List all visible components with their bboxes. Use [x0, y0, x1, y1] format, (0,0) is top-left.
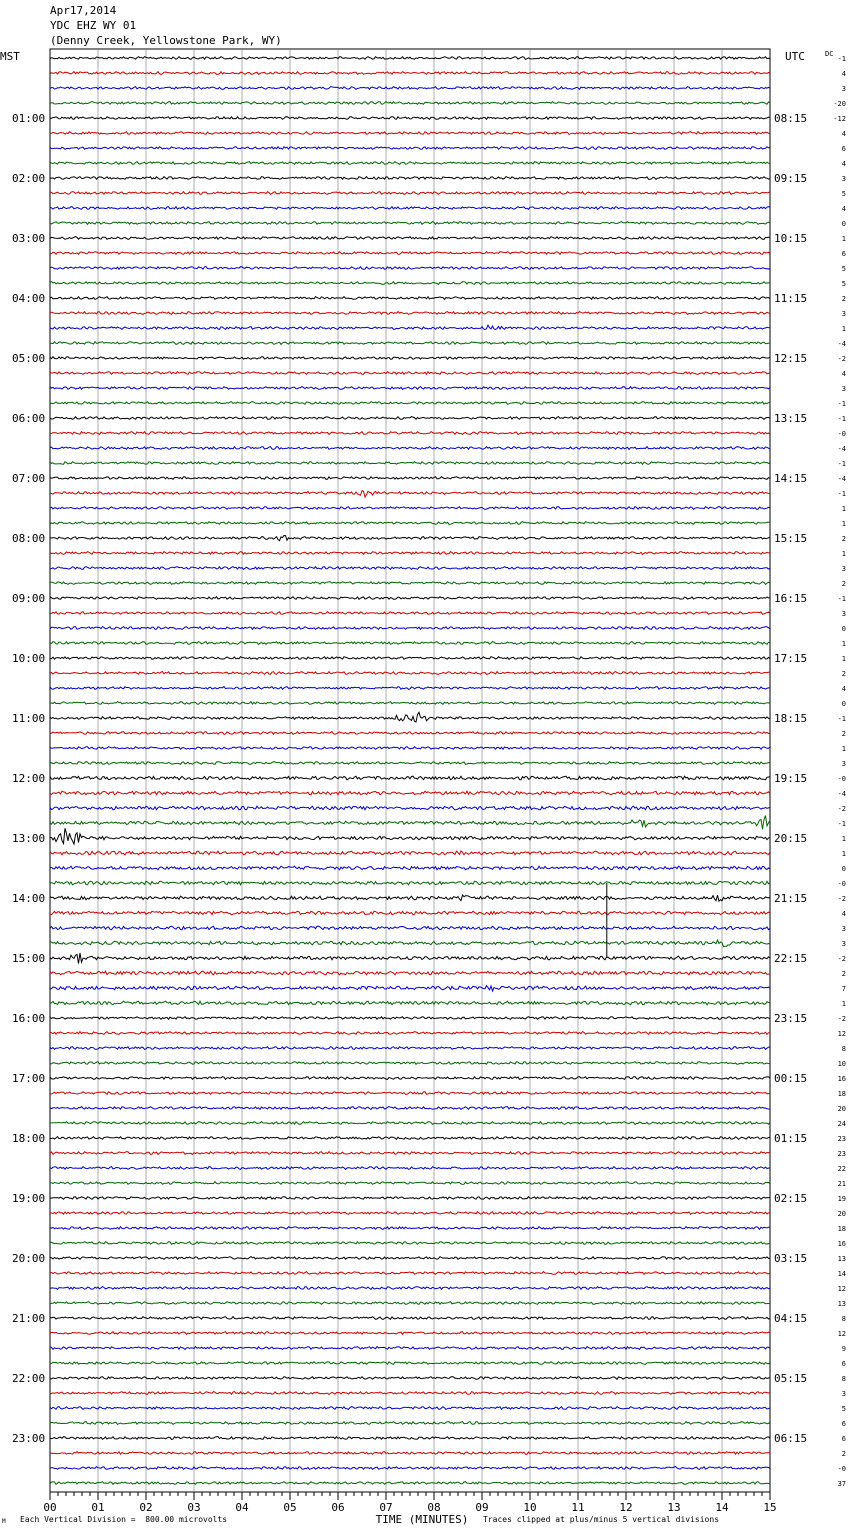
- seismic-trace: [50, 828, 770, 844]
- dc-offset-label: 3: [841, 385, 846, 393]
- seismic-trace: [50, 627, 770, 630]
- seismic-trace: [50, 895, 770, 901]
- dc-offset-label: 4: [841, 685, 846, 693]
- dc-offset-label: 1: [841, 1000, 846, 1008]
- right-hour-label: 15:15: [774, 532, 808, 545]
- dc-offset-label: 2: [841, 970, 846, 978]
- seismic-trace: [50, 1482, 770, 1485]
- seismic-trace: [50, 687, 770, 690]
- x-tick-label: 11: [571, 1501, 585, 1514]
- x-tick-label: 08: [427, 1501, 441, 1514]
- dc-offset-label: 1: [841, 325, 846, 333]
- header-location: (Denny Creek, Yellowstone Park, WY): [50, 34, 282, 47]
- x-axis-title: TIME (MINUTES): [375, 1513, 469, 1526]
- right-hour-label: 10:15: [774, 232, 808, 245]
- left-hour-label: 02:00: [12, 172, 46, 185]
- x-tick-label: 02: [139, 1501, 153, 1514]
- dc-offset-label: 8: [841, 1375, 846, 1383]
- right-hour-label: 00:15: [774, 1072, 808, 1085]
- seismic-trace: [50, 282, 770, 285]
- seismic-trace: [50, 1332, 770, 1335]
- seismic-trace: [50, 851, 770, 855]
- right-hour-label: 16:15: [774, 592, 808, 605]
- right-hour-label: 08:15: [774, 112, 808, 125]
- left-hour-label: 01:00: [12, 112, 46, 125]
- dc-offset-label: 21: [837, 1180, 846, 1188]
- seismic-trace: [50, 1077, 770, 1080]
- right-hour-label: 14:15: [774, 472, 808, 485]
- clip-note: Traces clipped at plus/minus 5 vertical divisions: [483, 1515, 720, 1524]
- seismic-trace: [50, 881, 770, 885]
- dc-offset-label: 3: [841, 940, 846, 948]
- dc-offset-label: 22: [837, 1165, 846, 1173]
- seismic-trace: [50, 702, 770, 705]
- dc-offset-label: 6: [841, 1420, 846, 1428]
- seismic-trace: [50, 1062, 770, 1065]
- seismic-trace: [50, 432, 770, 435]
- seismic-trace: [50, 986, 770, 991]
- dc-offset-label: 1: [841, 640, 846, 648]
- seismic-trace: [50, 1407, 770, 1410]
- dc-offset-label: 7: [841, 985, 846, 993]
- left-hour-label: 21:00: [12, 1312, 46, 1325]
- seismic-trace: [50, 762, 770, 765]
- seismic-trace: [50, 1047, 770, 1050]
- seismic-trace: [50, 940, 770, 947]
- dc-offset-label: 1: [841, 235, 846, 243]
- dc-offset-label: 2: [841, 670, 846, 678]
- dc-offset-label: 3: [841, 310, 846, 318]
- dc-offset-label: 3: [841, 85, 846, 93]
- dc-offset-label: 1: [841, 745, 846, 753]
- seismic-trace: [50, 816, 770, 830]
- dc-offset-label: 1: [841, 520, 846, 528]
- dc-offset-label: 8: [841, 1315, 846, 1323]
- dc-offset-label: 1: [841, 550, 846, 558]
- right-hour-label: 09:15: [774, 172, 808, 185]
- dc-offset-label: 12: [837, 1030, 846, 1038]
- left-hour-label: 06:00: [12, 412, 46, 425]
- dc-offset-label: 1: [841, 655, 846, 663]
- dc-offset-label: 23: [837, 1135, 846, 1143]
- right-hour-label: 05:15: [774, 1372, 808, 1385]
- left-hour-label: 19:00: [12, 1192, 46, 1205]
- dc-offset-label: -4: [837, 790, 846, 798]
- seismic-trace: [50, 417, 770, 420]
- seismic-trace: [50, 102, 770, 105]
- left-hour-label: 09:00: [12, 592, 46, 605]
- seismic-trace: [50, 747, 770, 750]
- dc-offset-label: 18: [837, 1225, 846, 1233]
- dc-offset-label: 2: [841, 1450, 846, 1458]
- left-hour-label: 08:00: [12, 532, 46, 545]
- dc-offset-label: 5: [841, 190, 846, 198]
- right-hour-label: 21:15: [774, 892, 808, 905]
- seismic-trace: [50, 192, 770, 195]
- seismic-trace: [50, 447, 770, 450]
- dc-offset-label: 3: [841, 610, 846, 618]
- right-hour-label: 02:15: [774, 1192, 808, 1205]
- seismic-trace: [50, 387, 770, 390]
- left-hour-label: 04:00: [12, 292, 46, 305]
- seismic-trace: [50, 953, 770, 964]
- dc-offset-label: 1: [841, 835, 846, 843]
- x-tick-label: 10: [523, 1501, 537, 1514]
- dc-offset-label: 4: [841, 160, 846, 168]
- right-hour-label: 19:15: [774, 772, 808, 785]
- dc-offset-label: 3: [841, 1390, 846, 1398]
- seismic-trace: [50, 402, 770, 405]
- seismic-trace: [50, 342, 770, 345]
- plot-frame: [50, 49, 770, 1492]
- dc-offset-label: 18: [837, 1090, 846, 1098]
- dc-offset-label: 5: [841, 265, 846, 273]
- dc-offset-label: 4: [841, 205, 846, 213]
- seismic-trace: [50, 462, 770, 465]
- seismic-trace: [50, 1422, 770, 1425]
- seismic-trace: [50, 642, 770, 645]
- x-tick-label: 06: [331, 1501, 345, 1514]
- dc-offset-label: 24: [837, 1120, 846, 1128]
- seismic-trace: [50, 87, 770, 90]
- left-hour-label: 11:00: [12, 712, 46, 725]
- dc-offset-label: 23: [837, 1150, 846, 1158]
- seismic-trace: [50, 712, 770, 722]
- dc-offset-label: 12: [837, 1330, 846, 1338]
- dc-offset-label: 1: [841, 850, 846, 858]
- x-tick-label: 04: [235, 1501, 249, 1514]
- seismic-trace: [50, 147, 770, 150]
- left-hour-label: 20:00: [12, 1252, 46, 1265]
- seismic-trace: [50, 1197, 770, 1200]
- seismic-trace: [50, 612, 770, 615]
- seismic-trace: [50, 1452, 770, 1455]
- seismic-trace: [50, 267, 770, 270]
- right-hour-label: 06:15: [774, 1432, 808, 1445]
- dc-offset-label: 6: [841, 1360, 846, 1368]
- dc-offset-label: 4: [841, 370, 846, 378]
- x-tick-label: 07: [379, 1501, 393, 1514]
- left-timezone-label: MST: [0, 50, 20, 63]
- right-hour-label: 20:15: [774, 832, 808, 845]
- dc-offset-label: 3: [841, 175, 846, 183]
- dc-offset-label: -2: [837, 805, 846, 813]
- x-tick-label: 14: [715, 1501, 729, 1514]
- dc-offset-label: 2: [841, 580, 846, 588]
- dc-offset-label: 20: [837, 1105, 846, 1113]
- dc-offset-label: 37: [837, 1480, 846, 1488]
- dc-offset-label: 5: [841, 1405, 846, 1413]
- dc-offset-label: 8: [841, 1045, 846, 1053]
- x-tick-label: 03: [187, 1501, 201, 1514]
- x-tick-label: 01: [91, 1501, 105, 1514]
- dc-offset-label: 16: [837, 1240, 846, 1248]
- left-hour-label: 17:00: [12, 1072, 46, 1085]
- seismic-trace: [50, 1347, 770, 1350]
- seismic-trace: [50, 1257, 770, 1260]
- seismic-trace: [50, 1317, 770, 1320]
- seismic-trace: [50, 372, 770, 375]
- left-hour-label: 10:00: [12, 652, 46, 665]
- dc-offset-label: -1: [837, 595, 846, 603]
- dc-offset-label: -12: [833, 115, 846, 123]
- seismic-trace: [50, 72, 770, 75]
- seismic-trace: [50, 1467, 770, 1470]
- seismic-trace: [50, 312, 770, 315]
- seismic-trace: [50, 162, 770, 165]
- dc-offset-label: 14: [837, 1270, 846, 1278]
- seismic-trace: [50, 491, 770, 497]
- dc-offset-label: 6: [841, 250, 846, 258]
- seismic-trace: [50, 1017, 770, 1020]
- seismic-trace: [50, 325, 770, 329]
- dc-offset-label: -1: [837, 55, 846, 63]
- dc-offset-label: -4: [837, 340, 846, 348]
- seismic-trace: [50, 1182, 770, 1185]
- seismic-trace: [50, 567, 770, 570]
- seismic-trace: [50, 582, 770, 585]
- dc-offset-label: 10: [837, 1060, 846, 1068]
- seismic-trace: [50, 297, 770, 300]
- dc-offset-label: -1: [837, 820, 846, 828]
- right-hour-label: 11:15: [774, 292, 808, 305]
- seismic-trace: [50, 132, 770, 135]
- dc-offset-label: -2: [837, 1015, 846, 1023]
- seismic-trace: [50, 1122, 770, 1125]
- seismic-trace: [50, 1362, 770, 1365]
- seismic-trace: [50, 1437, 770, 1440]
- seismic-trace: [50, 672, 770, 675]
- seismic-trace: [50, 222, 770, 225]
- x-tick-label: 12: [619, 1501, 633, 1514]
- seismic-trace: [50, 1287, 770, 1290]
- dc-offset-label: -20: [833, 100, 846, 108]
- seismic-trace: [50, 866, 770, 870]
- seismic-trace: [50, 1107, 770, 1110]
- seismic-trace: [50, 1092, 770, 1095]
- dc-offset-label: 9: [841, 1345, 846, 1353]
- dc-offset-label: 0: [841, 625, 846, 633]
- dc-offset-label: 0: [841, 700, 846, 708]
- x-tick-label: 09: [475, 1501, 489, 1514]
- right-hour-label: 22:15: [774, 952, 808, 965]
- dc-offset-label: 2: [841, 295, 846, 303]
- right-timezone-label: UTC: [785, 50, 805, 63]
- left-hour-label: 03:00: [12, 232, 46, 245]
- dc-offset-label: -1: [837, 460, 846, 468]
- seismic-trace: [50, 536, 770, 541]
- seismic-trace: [50, 732, 770, 735]
- dc-offset-label: -1: [837, 415, 846, 423]
- dc-offset-label: 19: [837, 1195, 846, 1203]
- left-hour-label: 16:00: [12, 1012, 46, 1025]
- x-tick-label: 15: [763, 1501, 777, 1514]
- seismic-trace: [50, 552, 770, 555]
- dc-offset-label: 13: [837, 1300, 846, 1308]
- right-hour-label: 04:15: [774, 1312, 808, 1325]
- x-tick-label: 13: [667, 1501, 681, 1514]
- dc-offset-label: 6: [841, 1435, 846, 1443]
- seismic-trace: [50, 926, 770, 930]
- seismic-trace: [50, 971, 770, 975]
- seismic-trace: [50, 1167, 770, 1170]
- seismic-trace: [50, 237, 770, 240]
- dc-offset-label: -2: [837, 955, 846, 963]
- seismic-trace: [50, 1392, 770, 1395]
- seismic-trace: [50, 1212, 770, 1215]
- dc-offset-label: 4: [841, 70, 846, 78]
- dc-offset-label: -2: [837, 355, 846, 363]
- seismic-trace: [50, 522, 770, 525]
- dc-offset-label: 0: [841, 220, 846, 228]
- left-hour-label: 23:00: [12, 1432, 46, 1445]
- dc-offset-label: -4: [837, 445, 846, 453]
- seismic-trace: [50, 1001, 770, 1005]
- left-hour-label: 22:00: [12, 1372, 46, 1385]
- seismic-trace: [50, 207, 770, 210]
- seismic-trace: [50, 1137, 770, 1140]
- left-hour-label: 07:00: [12, 472, 46, 485]
- dc-offset-label: 5: [841, 280, 846, 288]
- seismic-trace: [50, 1302, 770, 1305]
- seismic-trace: [50, 477, 770, 480]
- right-hour-label: 18:15: [774, 712, 808, 725]
- seismic-trace: [50, 117, 770, 120]
- dc-offset-label: -1: [837, 715, 846, 723]
- dc-offset-label: 2: [841, 535, 846, 543]
- dc-offset-label: -4: [837, 475, 846, 483]
- seismic-trace: [50, 252, 770, 255]
- dc-offset-label: -0: [837, 880, 846, 888]
- dc-offset-label: 20: [837, 1210, 846, 1218]
- seismic-trace: [50, 1377, 770, 1380]
- seismic-trace: [50, 911, 770, 915]
- left-hour-label: 12:00: [12, 772, 46, 785]
- dc-offset-label: -0: [837, 1465, 846, 1473]
- seismic-trace: [50, 57, 770, 60]
- dc-offset-label: 0: [841, 865, 846, 873]
- right-hour-label: 03:15: [774, 1252, 808, 1265]
- right-hour-label: 12:15: [774, 352, 808, 365]
- dc-offset-label: 12: [837, 1285, 846, 1293]
- left-hour-label: 15:00: [12, 952, 46, 965]
- seismic-trace: [50, 776, 770, 780]
- seismic-trace: [50, 791, 770, 795]
- seismic-trace: [50, 177, 770, 180]
- dc-offset-label: 4: [841, 130, 846, 138]
- dc-offset-label: 1: [841, 505, 846, 513]
- left-hour-label: 05:00: [12, 352, 46, 365]
- header-station: YDC EHZ WY 01: [50, 19, 137, 32]
- dc-offset-label: 3: [841, 565, 846, 573]
- right-hour-label: 17:15: [774, 652, 808, 665]
- dc-offset-label: 13: [837, 1255, 846, 1263]
- seismic-trace: [50, 357, 770, 360]
- dc-offset-label: 3: [841, 760, 846, 768]
- dc-header-label: DC: [825, 50, 834, 58]
- right-hour-label: 01:15: [774, 1132, 808, 1145]
- right-hour-label: 13:15: [774, 412, 808, 425]
- dc-offset-label: 3: [841, 925, 846, 933]
- dc-offset-label: 16: [837, 1075, 846, 1083]
- scale-note: Each Vertical Division = 800.00 microvolts: [20, 1515, 228, 1524]
- dc-offset-label: 4: [841, 910, 846, 918]
- dc-offset-label: -0: [837, 430, 846, 438]
- seismic-trace: [50, 1227, 770, 1230]
- seismic-trace: [50, 1242, 770, 1245]
- dc-offset-label: 2: [841, 730, 846, 738]
- seismic-trace: [50, 507, 770, 510]
- left-hour-label: 18:00: [12, 1132, 46, 1145]
- corner-mark: M: [2, 1518, 6, 1525]
- x-tick-label: 00: [43, 1501, 57, 1514]
- seismic-trace: [50, 1032, 770, 1035]
- seismic-trace: [50, 1152, 770, 1155]
- seismic-trace: [50, 806, 770, 810]
- seismic-trace: [50, 597, 770, 600]
- seismic-trace: [50, 1272, 770, 1275]
- seismic-trace: [50, 657, 770, 660]
- x-tick-label: 05: [283, 1501, 297, 1514]
- dc-offset-label: -2: [837, 895, 846, 903]
- dc-offset-label: -0: [837, 775, 846, 783]
- right-hour-label: 23:15: [774, 1012, 808, 1025]
- header-date: Apr17,2014: [50, 4, 117, 17]
- dc-offset-label: -1: [837, 490, 846, 498]
- left-hour-label: 14:00: [12, 892, 46, 905]
- dc-offset-label: -1: [837, 400, 846, 408]
- dc-offset-label: 6: [841, 145, 846, 153]
- left-hour-label: 13:00: [12, 832, 46, 845]
